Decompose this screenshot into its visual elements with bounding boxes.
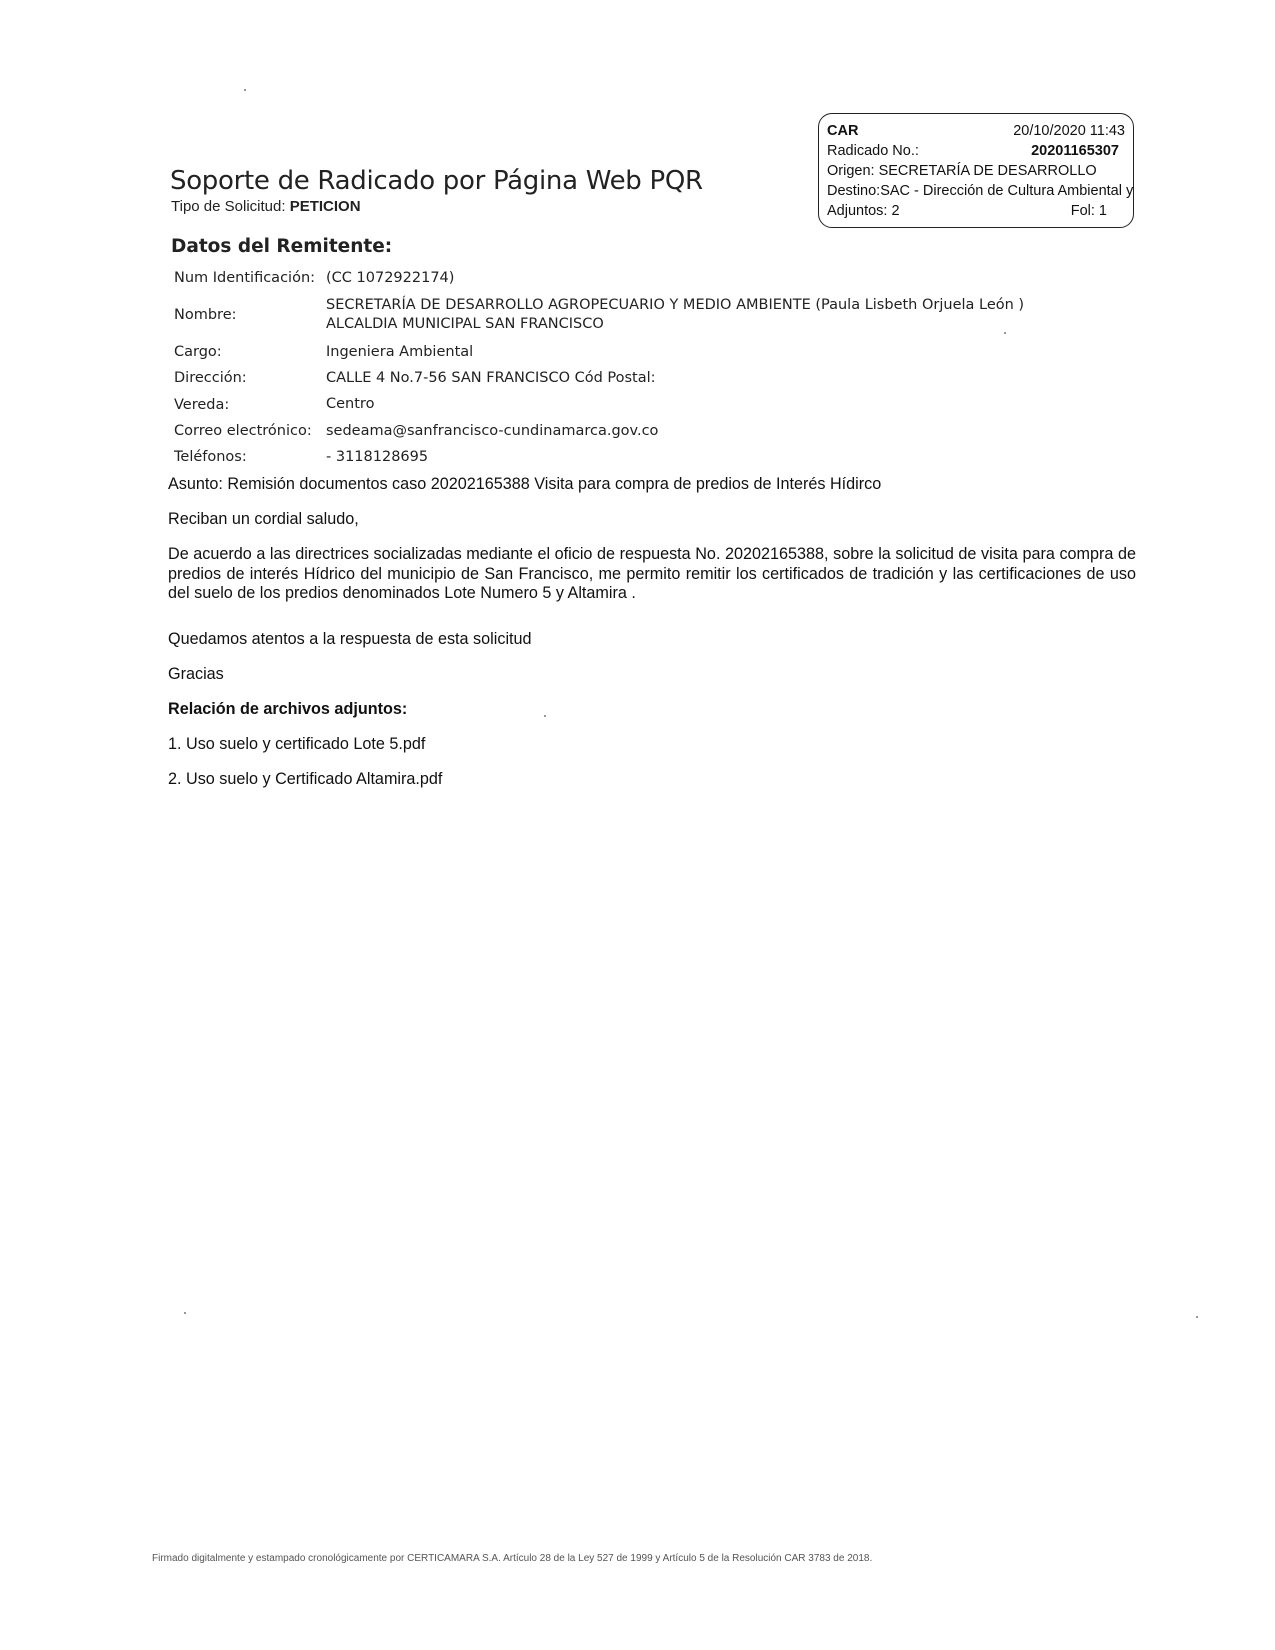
field-value: sedeama@sanfrancisco-cundinamarca.gov.co (326, 422, 659, 439)
stamp-radicado-number: 20201165307 (1031, 143, 1119, 159)
field-value: Ingeniera Ambiental (326, 343, 474, 360)
asunto: Asunto: Remisión documentos caso 20202165388 Visita para compra de predios de Interés Hídirco (168, 475, 882, 493)
saludo: Reciban un cordial saludo, (168, 510, 359, 528)
tipo-value: PETICION (289, 198, 361, 215)
cierre: Quedamos atentos a la respuesta de esta solicitud (168, 630, 532, 648)
adjuntos-title: Relación de archivos adjuntos: (168, 700, 408, 718)
field-correo (174, 418, 1074, 444)
footer-certificacion: Firmado digitalmente y estampado cronológicamente por CERTICAMARA S.A. Artículo 28 de la Ley 527 de 1999 y Artículo 5 de la Resolución CAR 3783 de 2018. (152, 1553, 873, 1564)
stamp-datetime: 20/10/2020 11:43 (1013, 123, 1125, 139)
adjunto-item: 2. Uso suelo y Certificado Altamira.pdf (168, 770, 443, 788)
page-title: Soporte de Radicado por Página Web PQR (170, 166, 703, 196)
remitente-fields (174, 265, 1074, 470)
field-nombre (174, 293, 1074, 337)
stamp-adjuntos: Adjuntos: 2 (827, 203, 900, 219)
stamp-folios: Fol: 1 (1070, 203, 1107, 219)
field-label: Vereda: (174, 396, 230, 413)
field-vereda (174, 391, 1074, 418)
scan-speck (244, 89, 246, 91)
stamp-origen: Origen: SECRETARÍA DE DESARROLLO (827, 163, 1097, 179)
field-label: Dirección: (174, 370, 247, 386)
field-label: Cargo: (174, 344, 222, 360)
scan-speck (1196, 1316, 1198, 1318)
field-value (326, 296, 1024, 334)
nombre-line-1: SECRETARÍA DE DESARROLLO AGROPECUARIO Y MEDIO AMBIENTE (Paula Lisbeth Orjuela León ) (326, 297, 1025, 313)
field-identificacion (174, 265, 1074, 291)
field-telefonos (174, 444, 1074, 470)
tipo-solicitud (171, 198, 361, 215)
stamp-radicado-label: Radicado No.: (827, 143, 919, 159)
adjunto-item: 1. Uso suelo y certificado Lote 5.pdf (168, 735, 426, 753)
parrafo-principal: De acuerdo a las directrices socializadas mediante el oficio de respuesta No. 20202165388, sobre la solicitud de visita para compra de predios de interés Hídrico del municipio de San Francisco, me permito remitir los certificados de tradición y las certificaciones de uso del suelo de los predios denominados Lote Numero 5 y Altamira . (168, 545, 1136, 602)
tipo-label: Tipo de Solicitud: (171, 198, 286, 215)
field-label: Nombre: (174, 307, 237, 323)
field-value: (CC 1072922174) (326, 269, 455, 286)
stamp-row-entity (827, 121, 1125, 141)
field-value: Centro (326, 396, 375, 412)
stamp-entity: CAR (827, 123, 859, 139)
stamp-destino: Destino:SAC - Dirección de Cultura Ambiental y (827, 183, 1134, 199)
scan-speck (1004, 332, 1006, 334)
scan-speck (184, 1312, 186, 1314)
remitente-section-title: Datos del Remitente: (171, 236, 393, 257)
field-value: CALLE 4 No.7-56 SAN FRANCISCO Cód Postal: (326, 369, 656, 386)
gracias: Gracias (168, 665, 224, 683)
field-label: Correo electrónico: (174, 423, 312, 439)
scan-speck (544, 715, 546, 717)
radicado-stamp (818, 113, 1134, 228)
field-direccion (174, 365, 1074, 391)
stamp-row-adjuntos (827, 201, 1125, 221)
field-cargo (174, 339, 1074, 365)
field-label: Num Identificación: (174, 270, 316, 286)
stamp-row-radicado (827, 141, 1125, 161)
field-value: - 3118128695 (326, 448, 429, 465)
field-label: Teléfonos: (174, 449, 247, 465)
nombre-line-2: ALCALDIA MUNICIPAL SAN FRANCISCO (326, 316, 604, 332)
